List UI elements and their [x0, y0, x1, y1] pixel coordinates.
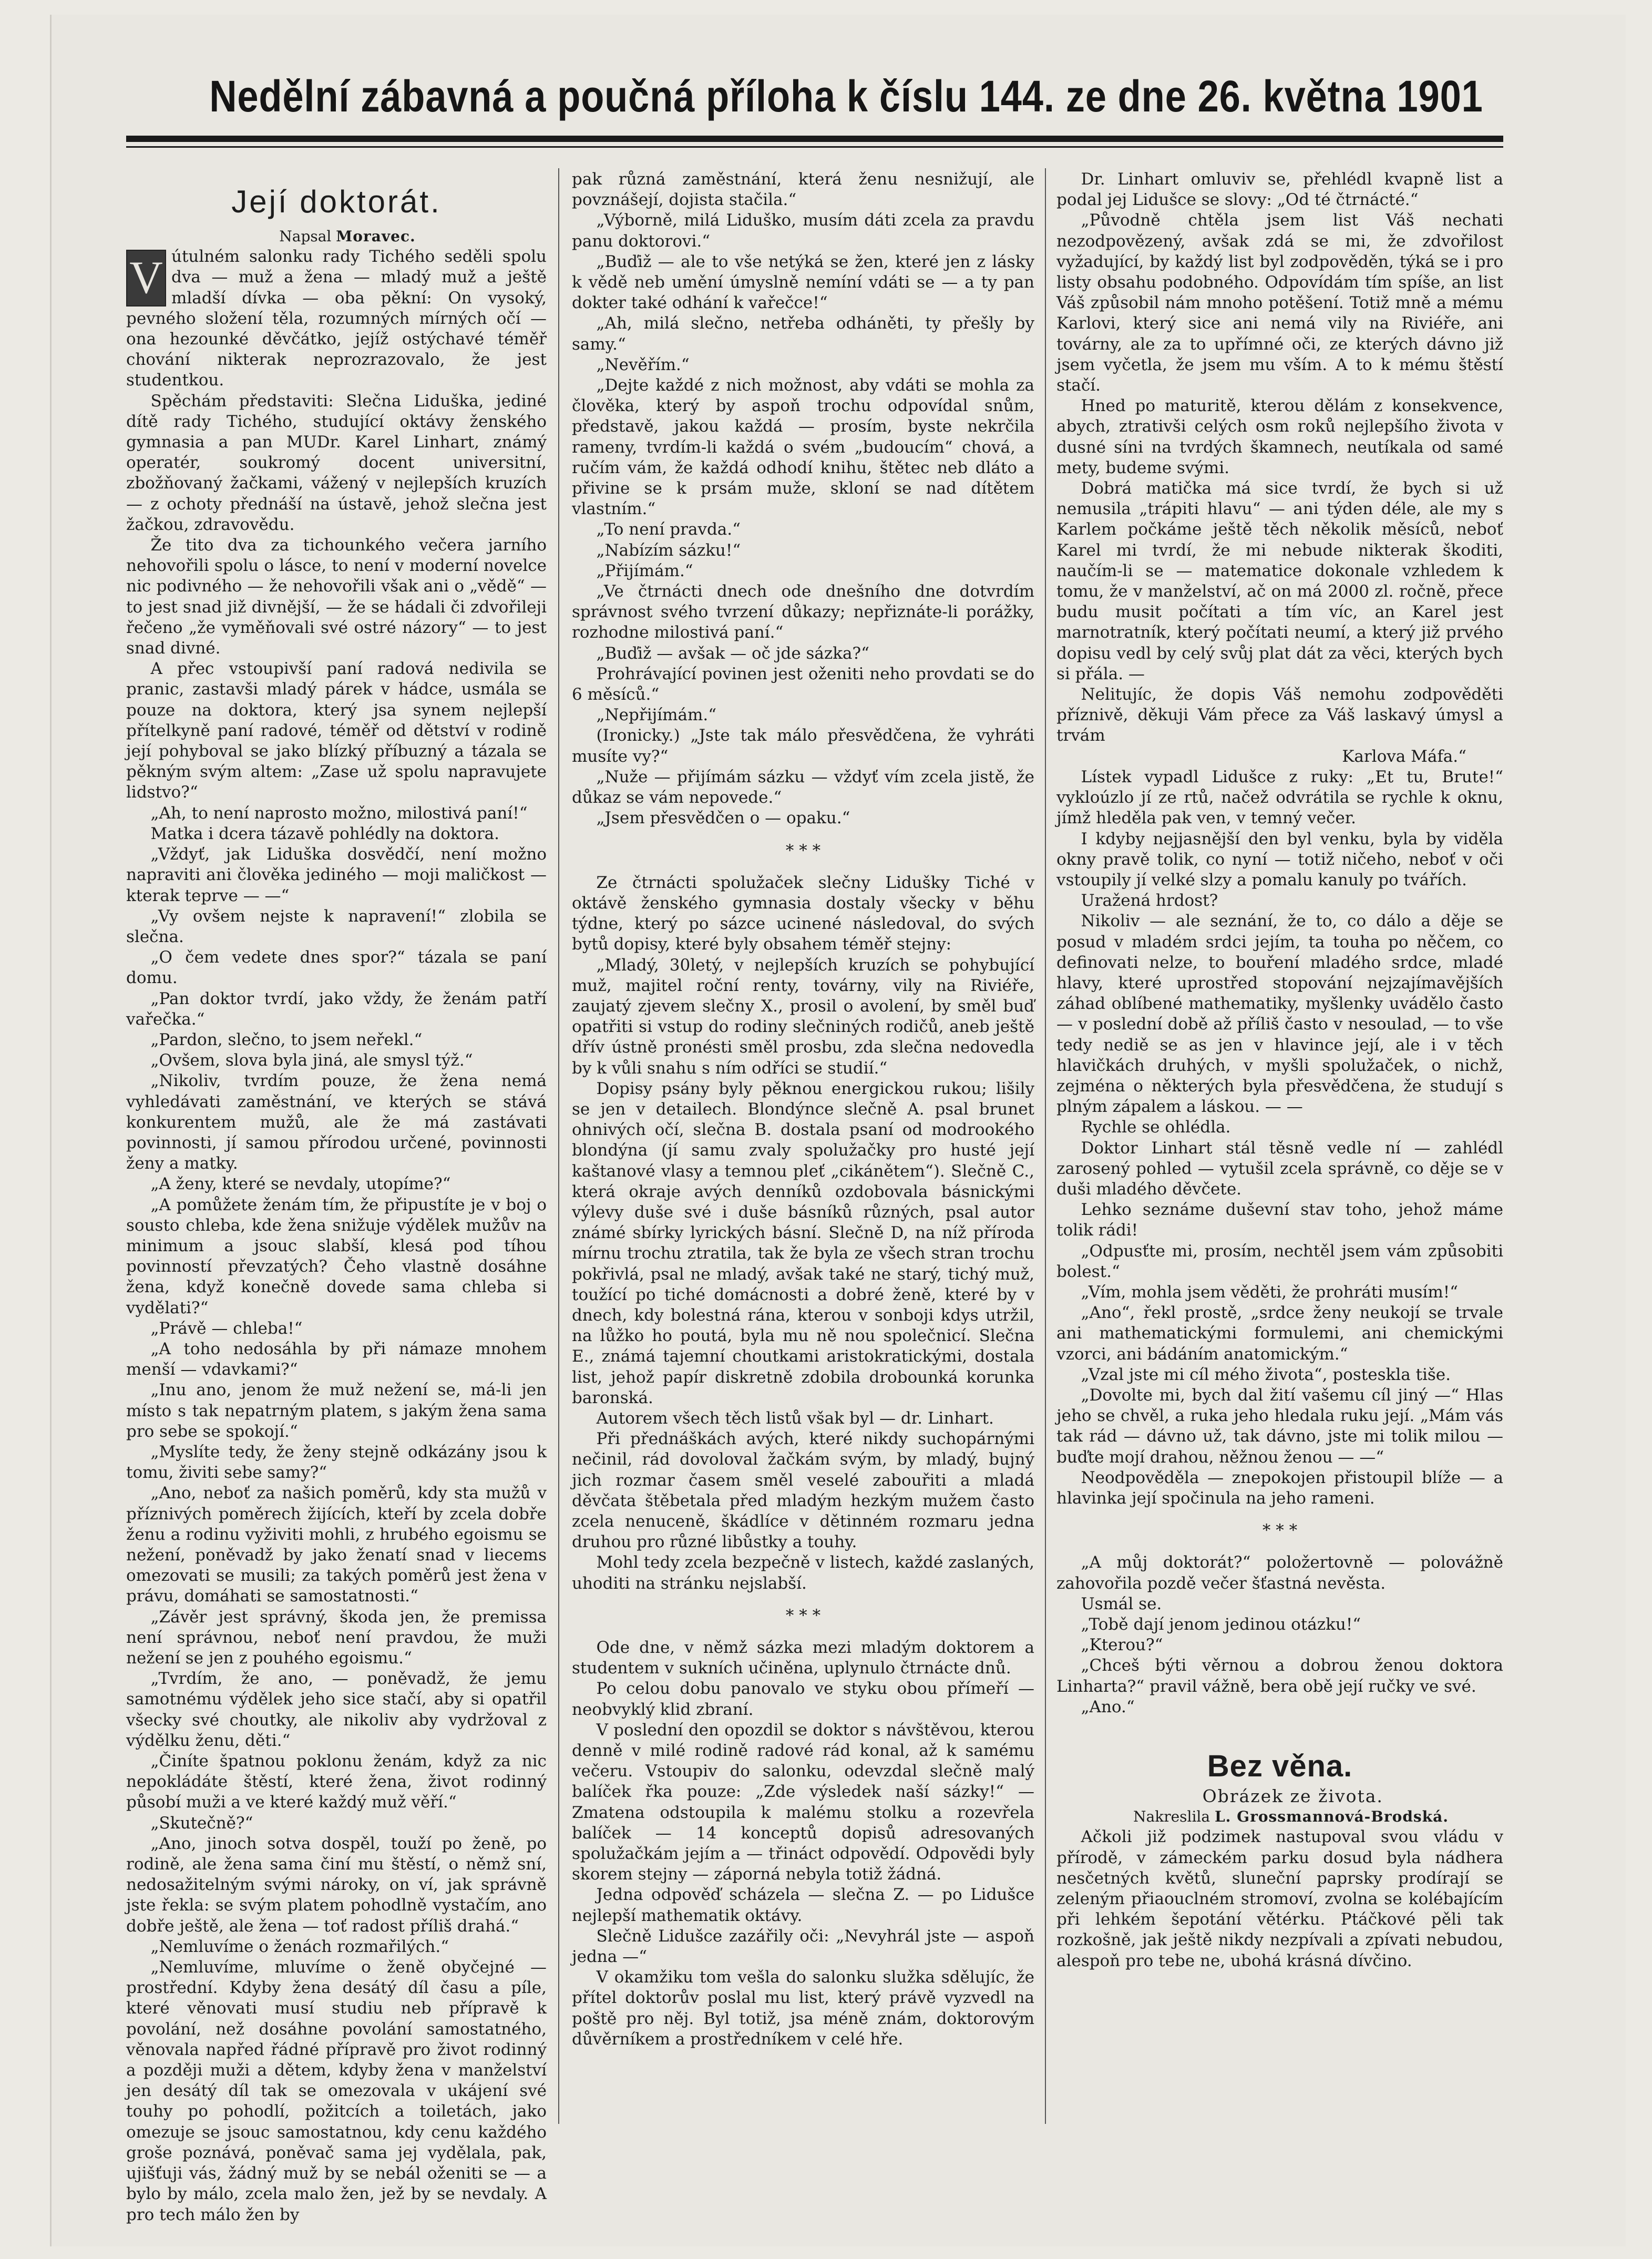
- paragraph: Prohrávající povinen jest oženiti neho provdati se do 6 měsíců.“: [572, 664, 1034, 704]
- paragraph: Že tito dva za tichounkého večera jarního nehovořili spolu o lásce, to není v moderní novelce nic podivného — že nehovořili však ani o „vědě“ — to jest snad již divnější, — že se hádali či zdvořileji řečeno „že vyměňovali své ostré názory“ — to jest snad divné.: [126, 536, 547, 658]
- paragraph: „Tvrdím, že ano, — poněvadž, že jemu samotnému výdělek jeho sice stačí, aby si opatřil všecky své choutky, ale nikoliv aby vydržoval z výdělku ženu, děti.“: [126, 1669, 547, 1750]
- paragraph: „Vždyť, jak Liduška dosvědčí, není možno napraviti ani člověka jediného — moji maličkost — kterak teprve — —“: [126, 845, 547, 905]
- paragraph: „Ano, jinoch sotva dospěl, touží po ženě, po rodině, ale žena sama činí mu štěstí, o němž sní, nedosažitelným svými nároky, on ví, jak správně jste řekla: se svým platem pohodlně vystačím, ano dobře ještě, ale žena — toť radost příliš drahá.“: [126, 1834, 547, 1936]
- paragraph: Mohl tedy zcela bezpečně v listech, každé zaslaných, uhoditi na stránku nejslabší.: [572, 1553, 1034, 1593]
- paragraph: „Mladý, 30letý, v nejlepších kruzích se pohybující muž, majitel roční renty, továrny, vily na Riviéře, zaujatý zjevem slečny X., prosil o avolení, by směl buď opatřiti si vstup do rodiny slečniných rodičů, aneb ještě dřív ústně pronésti směl prosbu, zda slečna nedovedla by k vůli snahu s ním odříci se studií.“: [572, 955, 1034, 1078]
- paragraph: „Inu ano, jenom že muž nežení se, má-li jen místo s tak nepatrným platem, s jakým žena sama pro sebe se spokojí.“: [126, 1381, 547, 1441]
- paragraph: Ze čtrnácti spolužaček slečny Lidušky Tiché v oktávě ženského gymnasia dostaly všecky v běhu týdne, který po sázce ucinené následoval, do svých bytů dopisy, které byly obsahem téměř stejny:: [572, 873, 1034, 954]
- paragraph: „A pomůžete ženám tím, že připustíte je v boj o sousto chleba, kde žena snižuje výdělek mužův na minimum a jsouc slabší, klesá pod tíhou povinností převzatých? Čeho vlastně dosáhne žena, když konečně dovede sama chleba si vydělati?“: [126, 1195, 547, 1317]
- masthead-rule-thick: [126, 136, 1503, 142]
- paragraph: A přec vstoupivší paní radová nedivila se pranic, zastavši mladý párek v hádce, usmála se pouze na doktora, který jsa synem nejlepší přítelkyně paní radové, téměř od dětství v rodině její pohyboval se jako blízký příbuzný a tázala se pěkným svým altem: „Zase už spolu napravujete lidstvo?“: [126, 659, 547, 802]
- byline-prefix: Napsal: [279, 228, 332, 245]
- paragraph: Dobrá matička má sice tvrdí, že bych si už nemusila „trápiti hlavu“ — ani týden déle, ale my s Karlem počkáme ještě těch několik měsíců, neboť Karel mi tvrdí, že mi nebude nikterak škoditi, naučím-li se — matematice dokonale vzhledem k tomu, že v manželství, ač on má 2000 zl. ročně, přece budu musit počítati a tím víc, an Karel jest marnotratník, který počítati neumí, a který již prvého dopisu vedl by celý svůj plat dát za věci, kterých bych si přála. —: [1056, 479, 1503, 683]
- paragraph: * * *: [785, 841, 821, 860]
- paragraph: Autorem všech těch listů však byl — dr. Linhart.: [596, 1408, 994, 1428]
- paragraph: „Výborně, milá Liduško, musím dáti zcela za pravdu panu doktorovi.“: [572, 211, 1034, 251]
- paragraph: „Dejte každé z nich možnost, aby vdáti se mohla za člověka, který by aspoň trochu odpovídal snům, představě, jakou každá — prosím, byste nekrčila rameny, tvrdím-li každá o svém „budoucím“ chová, a ručím vám, že každá odhodí knihu, štětec neb dláto a přivine se k prsám muže, skloní se nad dítětem vlastním.“: [572, 376, 1034, 519]
- paragraph: „Činíte špatnou poklonu ženám, když za nic nepokládáte štěstí, které žena, život rodinný působí muži a ve které každý muž věří.“: [126, 1752, 547, 1812]
- paragraph: „Dovolte mi, bych dal žití vašemu cíl jiný —“ Hlas jeho se chvěl, a ruka jeho hledala ruku její. „Mám vás tak rád — dávno už, tak dávno, jste mi tolik milou — buďte mojí drahou, něžnou ženou — —“: [1056, 1385, 1503, 1467]
- paragraph: „Chceš býti věrnou a dobrou ženou doktora Linharta?“ pravil vážně, bera obě její ručky ve své.: [1056, 1656, 1503, 1696]
- paragraph: „Pardon, slečno, to jsem neřekl.“: [150, 1030, 423, 1049]
- paragraph: I kdyby nejjasnější den byl venku, byla by viděla okny pravě tolik, co nyní — totiž ničeho, neboť v oči vstoupily jí velké slzy a pomalu kanuly po tvářích.: [1056, 829, 1503, 890]
- paragraph: Dopisy psány byly pěknou energickou rukou; lišily se jen v detailech. Blondýnce slečně A. psal brunet ohnivých očí, slečna B. dostala psaní od modrookého blondýna (jí samu zvaly spolužačky pro husté její kaštanové vlasy a temnou pleť „cikánětem“). Slečně C., která okraje avých denníků ozdobovala básnickými výlevy duše své i duše básníků různých, psal autor známé sbírky lyrických básní. Slečně D, na níž příroda mírnu trochu ztratila, tak že byla ze všech stran trochu pokřivlá, psal ne mladý, avšak také ne starý, tichý muž, toužící po tiché domácnosti a dobré ženě, které by v dnech, kdy bolestná rána, kterou v sonboji kdys utržil, na lůžko ho poutá, byla mu ně nou společnicí. Slečna E., známá tajemní choutkami aristokratickými, dostala list, jehož papír diskretně zdobila drobounká korunka baronská.: [572, 1079, 1034, 1407]
- column-1-text: [126, 247, 547, 2225]
- story2-author: L. Grossmannová-Brodská.: [1214, 1808, 1449, 1826]
- paragraph: „Ah, milá slečno, netřeba odháněti, ty přešly by samy.“: [572, 314, 1034, 354]
- masthead: Nedělní zábavná a poučná příloha k číslu 144. ze dne 26. května 1901: [209, 71, 1483, 121]
- paragraph: * * *: [785, 1606, 821, 1625]
- paragraph: „Ve čtrnácti dnech ode dnešního dne dotvrdím správnost svého tvrzení důkazy; nepřiznáte-li porážky, rozhodne milostivá paní.“: [572, 582, 1034, 642]
- paragraph: „Tobě dají jenom jedinou otázku!“: [1081, 1615, 1361, 1634]
- paragraph: „Nevěřím.“: [596, 355, 690, 374]
- paragraph: „Nabízím sázku!“: [596, 540, 741, 560]
- paragraph: „Nepřijímám.“: [596, 706, 717, 725]
- paragraph: „Ano, neboť za našich poměrů, kdy sta mužů v příznivých poměrech žijících, kteří by zcela dobře ženu a rodinu vyživiti mohli, z hrubého egoismu se nežení, poněvadž by jako ženatí snad v liecems omezovati se musili; za takých poměrů jest žena v právu, domáhati se samostatnosti.“: [126, 1484, 547, 1606]
- story-title: Její doktorát.: [231, 184, 442, 219]
- paragraph: „Nemluvíme, mluvíme o ženě obyčejné — prostřední. Kdyby žena desátý díl času a píle, které věnovati musí studiu neb přípravě k povolání, než dosáhne povolání samostatného, věnovala napřed řádné přípravě pro život rodinný a později muži a dětem, kdyby žena v manželství jen desátý díl tak se omezovala v ukájení své touhy po pohodlí, požitcích a toiletách, jako omezuje se jsouc samostatnou, kdy cenu každého groše poznává, poněvač sama jej vydělala, pak, ujišťuji vás, žádný muž by se nebál oženiti se — a bylo by málo, zcela malo žen, jež by se nevdaly. A pro tech málo žen by: [126, 1958, 547, 2224]
- story-author: Moravec.: [336, 228, 416, 245]
- paragraph: „Myslíte tedy, že ženy stejně odkázány jsou k tomu, živiti sebe samy?“: [126, 1442, 547, 1483]
- paragraph: (Ironicky.) „Jste tak málo přesvědčena, že vyhráti musíte vy?“: [572, 726, 1034, 766]
- masthead-rule-thin: [126, 146, 1503, 148]
- column-3-text: [1056, 169, 1503, 1718]
- paragraph: „Vím, mohla jsem věděti, že prohráti musím!“: [1081, 1282, 1459, 1302]
- paragraph: Rychle se ohlédla.: [1081, 1118, 1231, 1137]
- paragraph: Usmál se.: [1081, 1594, 1162, 1613]
- paragraph: „Nuže — přijímám sázku — vždyť vím zcela jistě, že důkaz se vám nepovede.“: [572, 767, 1034, 807]
- paragraph: „Pan doktor tvrdí, jako vždy, že ženám patří vařečka.“: [126, 989, 547, 1029]
- paragraph: Při přednáškách avých, které nikdy suchopárnými nečinil, rád dovoloval žačkám svým, by mladý, bujný jich rozmar časem směl veselé zabouřiti a mladá děvčata štěbetala před mladým hezkým mužem často zcela nenuceně, škádlíce v dětinném rozmaru jedna druhou pro různé libůstky a touhy.: [572, 1429, 1034, 1552]
- paragraph: Nikoliv — ale seznání, že to, co dálo a děje se posud v mladém srdci jejím, ta touha po něčem, co definovati nelze, to bouření mladého srdce, mladé hlavy, které uprostřed stopování nejzajímavějších záhad oblíbené mathematiky, myšlenky uvádělo často — v poslední době až příliš často v nesoulad, — to vše tedy nediě se as jen v hlavince její, ale i v těch hlavičkách druhých, v myšli spolužaček, o nichž, zejména o některých byla přesvědčena, že studují s plným zápalem a láskou. — —: [1056, 912, 1503, 1117]
- paragraph: „Ano.“: [1081, 1697, 1135, 1716]
- paragraph: „Odpusťte mi, prosím, nechtěl jsem vám způsobiti bolest.“: [1056, 1241, 1503, 1281]
- paragraph: Ode dne, v němž sázka mezi mladým doktorem a studentem v sukních učiněna, uplynulo čtrnácte dnů.: [572, 1638, 1034, 1678]
- paragraph: Ačkoli již podzimek nastupoval svou vládu v přírodě, v zámeckém parku dosud byla nádhera nesčetných květů, sluneční paprsky prodírají se zeleným přiaouclném stromoví, zvolna se kolébajícím při lehkém šepotání větérku. Ptáčkové pěli tak rozkošně, jak ještě nikdy nezpívali a zpívati nebudou, alespoň pro tebe ne, ubohá krásná dívčino.: [1056, 1827, 1503, 1970]
- paragraph: Jedna odpověď scházela — slečna Z. — po Lidušce nejlepší mathematik oktávy.: [572, 1885, 1034, 1925]
- paragraph: „Kterou?“: [1081, 1636, 1163, 1655]
- paragraph: Uražená hrdost?: [1081, 891, 1218, 911]
- paragraph: „Nemluvíme o ženách rozmařilých.“: [150, 1937, 449, 1956]
- paragraph: „Ano“, řekl prostě, „srdce ženy neukojí se trvale ani mathematickými formulemi, ani chemickými vzorci, ani bádáním anatomickým.“: [1056, 1303, 1503, 1364]
- paragraph: útulném salonku rady Tichého seděli spolu dva — muž a žena — mladý muž a ještě mladší dívka — oba pěkní: On vysoký, pevného složení těla, rozumných mírných očí — ona hezounké děvčátko, jejíž ostýchavé téměř chování nikterak neprozrazovalo, že jest studentkou.: [126, 247, 547, 390]
- column-divider-2: [1045, 168, 1046, 2124]
- paragraph: Neodpověděla — znepokojen přistoupil blíže — a hlavinka její spočinula na jeho rameni.: [1056, 1468, 1503, 1508]
- paragraph: Karlova Máfa.“: [1342, 747, 1466, 766]
- paragraph: „Buďiž — avšak — oč jde sázka?“: [596, 643, 869, 663]
- story2-byline: [1056, 1806, 1503, 1827]
- paragraph: „Ovšem, slova byla jiná, ale smysl týž.“: [150, 1051, 473, 1070]
- column-divider-1: [558, 168, 559, 2124]
- paragraph: Doktor Linhart stál těsně vedle ní — zahlédl zarosený pohled — vytušil zcela správně, co děje se v duši mladého děvčete.: [1056, 1138, 1503, 1199]
- paragraph: „A můj doktorát?“ položertovně — polovážně zahovořila pozdě večer šťastná nevěsta.: [1056, 1553, 1503, 1593]
- paragraph: Po celou dobu panovalo ve styku obou přímeří — neobvyklý klid zbraní.: [572, 1679, 1034, 1719]
- story2-title: Bez věna.: [1207, 1749, 1353, 1784]
- paragraph: „Původně chtěla jsem list Váš nechati nezodpovězený, avšak zdá se mi, že zdvořilost vyžadující, by každý list byl zodpověděn, týká se i pro listy obsahu podobného. Odpovídám tím spíše, an list Váš způsobil nám mnoho potěšení. Totiž mně a mému Karlovi, který sice ani nemá vily na Riviéře, ani továrny, ale za to upřímné oči, ze kterých dávno již jsem vyčetla, že jsem mu vším. A to k mému štěstí stačí.: [1056, 211, 1503, 395]
- paragraph: Spěchám představiti: Slečna Liduška, jediné dítě rady Tichého, studující oktávy ženského gymnasia a pan MUDr. Karel Linhart, známý operatér, soukromý docent universitní, zbožňovaný žačkami, vážený v nejlepších kruzích — z ochoty přednáší na ústavě, jehož slečna jest žačkou, zdravovědu.: [126, 391, 547, 534]
- paragraph: „A ženy, které se nevdaly, utopíme?“: [150, 1174, 451, 1194]
- paragraph: Nelitujíc, že dopis Váš nemohu zodpověděti příznivě, děkuji Vám přece za Váš laskavý úmysl a trvám: [1056, 685, 1503, 745]
- paragraph: „Právě — chleba!“: [150, 1318, 303, 1338]
- story2-text: [1056, 1827, 1503, 1971]
- paragraph: „To není pravda.“: [596, 520, 741, 539]
- ornamental-dropcap: V: [126, 250, 166, 306]
- paragraph: „Nikoliv, tvrdím pouze, že žena nemá vyhledávati zaměstnání, ve kterých se stává konkurentem mužů, ale že má zastávati povinnosti, jí samou přírodou určené, povinnosti ženy a matky.: [126, 1071, 547, 1173]
- paragraph: „Jsem přesvědčen o — opaku.“: [596, 809, 850, 828]
- paragraph: Lístek vypadl Lidušce z ruky: „Et tu, Brute!“ vykloúzlo jí ze rtů, načež odvrátila se rychle k oknu, jímž hleděla pak ven, v temný večer.: [1056, 767, 1503, 828]
- paragraph: V poslední den opozdil se doktor s návštěvou, kterou denně v milé rodině radové rád konal, až k samému večeru. Vstoupiv do salonku, odevzdal slečně malý balíček řka pouze: „Zde výsledek naší sázky!“ — Zmatena odstoupila k malému stolku a rozevřela balíček — 14 konceptů dopisů adresovaných spolužačkám jejím a — třináct odpovědí. Odpovědi byly skorem stejny — záporná nebyla totiž žádná.: [572, 1720, 1034, 1884]
- paragraph: * * *: [1262, 1521, 1298, 1540]
- paragraph: „Ah, to není naprosto možno, milostivá paní!“: [150, 803, 528, 823]
- column-3: [1056, 169, 1503, 2125]
- column-2-text: [572, 169, 1034, 2050]
- paragraph: „Buďiž — ale to vše netýká se žen, které jen z lásky k vědě neb umění úmyslně nemíní vdáti se — a ty pan dokter také odhání k vařečce!“: [572, 252, 1034, 313]
- paragraph: Hned po maturitě, kterou dělám z konsekvence, abych, ztrativši celých osm roků nejlepšího života v dusné síni na tvrdých škamnech, neutíkala od samé mety, budeme svými.: [1056, 396, 1503, 477]
- paragraph: Matka i dcera tázavě pohlédly na doktora.: [150, 824, 499, 843]
- paragraph: „A toho nedosáhla by při námaze mnohem menší — vdavkami?“: [126, 1339, 547, 1379]
- column-1: [126, 169, 547, 2224]
- story2-byline-prefix: Nakreslila: [1133, 1808, 1210, 1826]
- paragraph: „O čem vedete dnes spor?“ tázala se paní domu.: [126, 948, 547, 988]
- paragraph: Lehko seznáme duševní stav toho, jehož máme tolik rádi!: [1056, 1200, 1503, 1240]
- paragraph: „Skutečně?“: [150, 1813, 253, 1833]
- story2-subtitle: Obrázek ze života.: [1202, 1786, 1383, 1807]
- paragraph: V okamžiku tom vešla do salonku služka sdělujíc, že přítel doktorův poslal mu list, který právě vyzvedl na poště pro něj. Byl totiž, jsa méně znám, doktorovým důvěrníkem a prostředníkem v celé hře.: [572, 1968, 1034, 2049]
- column-2: [572, 169, 1034, 2125]
- paragraph: „Vy ovšem nejste k napravení!“ zlobila se slečna.: [126, 906, 547, 946]
- paragraph: pak různá zaměstnání, která ženu nesnižují, ale povznášejí, dojista stačila.“: [572, 170, 1034, 210]
- paragraph: Dr. Linhart omluviv se, přehlédl kvapně list a podal jej Lidušce se slovy: „Od té čtrnácté.“: [1056, 170, 1503, 210]
- story-byline: [126, 226, 547, 247]
- paragraph: Slečně Lidušce zazářily oči: „Nevyhrál jste — aspoň jedna —“: [572, 1926, 1034, 1967]
- paragraph: „Vzal jste mi cíl mého života“, posteskla tiše.: [1081, 1365, 1451, 1384]
- paragraph: „Závěr jest správný, škoda jen, že premissa není správnou, neboť není pravdou, že muži nežení se jen z pouhého egoismu.“: [126, 1607, 547, 1668]
- paragraph: „Přijímám.“: [596, 561, 693, 580]
